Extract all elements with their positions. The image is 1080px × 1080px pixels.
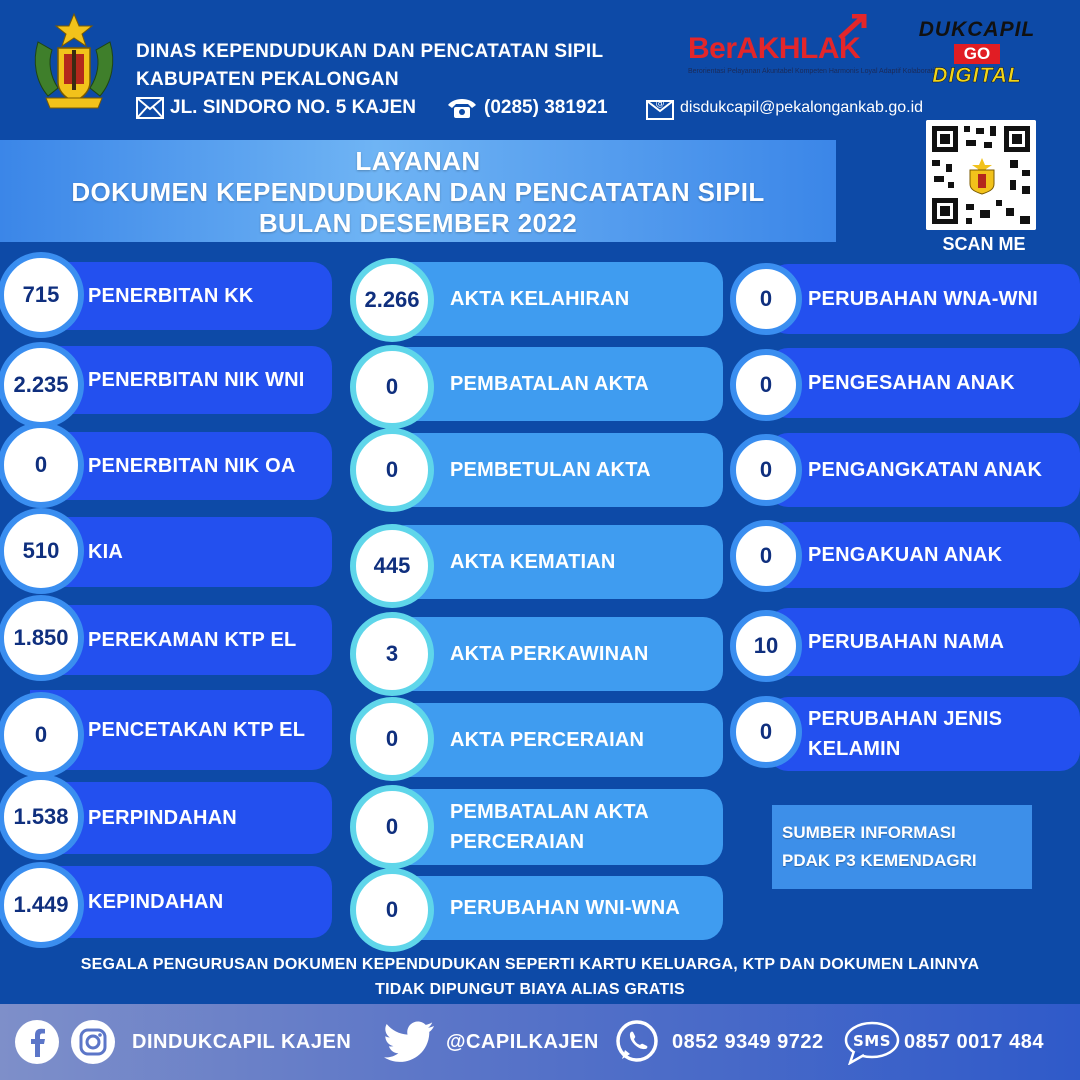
svg-text:@: @ [655,99,665,109]
title-line-2: DOKUMEN KEPENDUDUKAN DAN PENCATATAN SIPIL [71,177,765,207]
stat-value: 3 [350,612,434,696]
stat-value: 0 [730,349,802,421]
org-line-2: KABUPATEN PEKALONGAN [136,69,399,90]
stat-label: PENGANGKATAN ANAK [768,433,1080,507]
whatsapp-number[interactable]: 0852 9349 9722 [672,1030,824,1053]
phone-text: (0285) 381921 [484,97,608,118]
dukcapil-go-digital-logo [902,18,1052,90]
twitter-link[interactable] [384,1004,436,1080]
title-panel [0,140,836,242]
source-line-1: SUMBER INFORMASI [782,823,956,842]
stat-label: PERPINDAHAN [30,782,332,854]
email-icon [646,96,674,120]
stat-value: 0 [730,263,802,335]
free-service-note [0,952,1060,1002]
stat-value: 0 [0,692,84,778]
stat-value: 1.850 [0,595,84,681]
stat-value: 0 [350,697,434,781]
instagram-link[interactable] [70,1004,116,1080]
stat-label: KEPINDAHAN [30,866,332,938]
go-text: GO [954,44,1000,64]
stat-value: 510 [0,508,84,594]
footer-bar [0,1004,1080,1080]
stat-label: PERUBAHAN JENIS KELAMIN [768,697,1080,771]
berakhlak-tagline: Berorientasi Pelayanan Akuntabel Kompeten Harmonis Loyal Adaptif Kolaboratif [688,68,937,75]
stat-value: 0 [730,520,802,592]
stat-label: AKTA PERCERAIAN [386,703,723,777]
social-name[interactable]: DINDUKCAPIL KAJEN [132,1030,352,1053]
stat-label: PENCETAKAN KTP EL [30,690,332,770]
facebook-icon [14,1019,60,1065]
whatsapp-link[interactable] [614,1004,660,1080]
qr-code[interactable] [926,120,1036,230]
stat-label: PENGAKUAN ANAK [768,522,1080,588]
stat-value: 1.449 [0,862,84,948]
source-line-2: PDAK P3 KEMENDAGRI [782,851,977,870]
twitter-icon [384,1020,436,1064]
crest-logo [28,12,120,110]
digital-text: DIGITAL [932,64,1022,87]
stat-value: 0 [350,345,434,429]
twitter-handle[interactable]: @CAPILKAJEN [446,1030,599,1053]
stat-label: AKTA PERKAWINAN [386,617,723,691]
stat-label: PENERBITAN NIK OA [30,432,332,500]
note-line-2: TIDAK DIPUNGUT BIAYA ALIAS GRATIS [375,981,685,998]
stat-label: KIA [30,517,332,587]
stat-value: 0 [0,422,84,508]
sms-link[interactable] [844,1004,900,1080]
stat-value: 2.235 [0,342,84,428]
stat-value: 10 [730,610,802,682]
org-name [136,38,603,94]
stat-label: PERUBAHAN WNI-WNA [386,876,723,940]
stat-label: PEREKAMAN KTP EL [30,605,332,675]
sms-number[interactable]: 0857 0017 484 [904,1030,1044,1053]
scan-me-label: SCAN ME [942,234,1026,254]
stat-label: PERUBAHAN NAMA [768,608,1080,676]
sms-icon-text: SMS [852,1032,892,1050]
instagram-icon [70,1019,116,1065]
address-text: JL. SINDORO NO. 5 KAJEN [170,97,416,118]
stat-value: 0 [350,785,434,869]
title-line-3: BULAN DESEMBER 2022 [258,208,578,238]
stat-value: 0 [350,868,434,952]
stat-value: 0 [730,434,802,506]
email [646,94,923,122]
stat-label: PENERBITAN KK [30,262,332,330]
address [136,94,416,122]
stat-value: 0 [350,428,434,512]
stat-value: 2.266 [350,258,434,342]
org-line-1: DINAS KEPENDUDUKAN DAN PENCATATAN SIPIL [136,41,604,62]
email-text: disdukcapil@pekalongankab.go.id [680,99,924,116]
stat-value: 1.538 [0,774,84,860]
phone-icon [446,97,478,119]
stat-label: PEMBETULAN AKTA [386,433,723,507]
stat-value: 0 [730,696,802,768]
sms-icon [844,1019,900,1065]
stat-label: PENGESAHAN ANAK [768,348,1080,418]
note-line-1: SEGALA PENGURUSAN DOKUMEN KEPENDUDUKAN SEPERTI KARTU KELUARGA, KTP DAN DOKUMEN LAINNYA [80,956,980,973]
berakhlak-logo [688,14,937,84]
whatsapp-icon [614,1019,660,1065]
stat-label: PEMBATALAN AKTA [386,347,723,421]
stat-label: AKTA KEMATIAN [386,525,723,599]
source-box [772,805,1032,889]
stat-label: PERUBAHAN WNA-WNI [768,264,1080,334]
berakhlak-title: BerAKHLAK [688,32,861,65]
phone [446,94,608,122]
stat-value: 715 [0,252,84,338]
stat-label: PENERBITAN NIK WNI [30,346,332,414]
stat-label: PEMBATALAN AKTA PERCERAIAN [386,789,723,865]
mail-icon [136,97,164,119]
dukcapil-text: DUKCAPIL [918,18,1036,41]
title-line-1: LAYANAN [355,146,481,176]
facebook-link[interactable] [14,1004,60,1080]
stat-label: AKTA KELAHIRAN [386,262,723,336]
stat-value: 445 [350,524,434,608]
